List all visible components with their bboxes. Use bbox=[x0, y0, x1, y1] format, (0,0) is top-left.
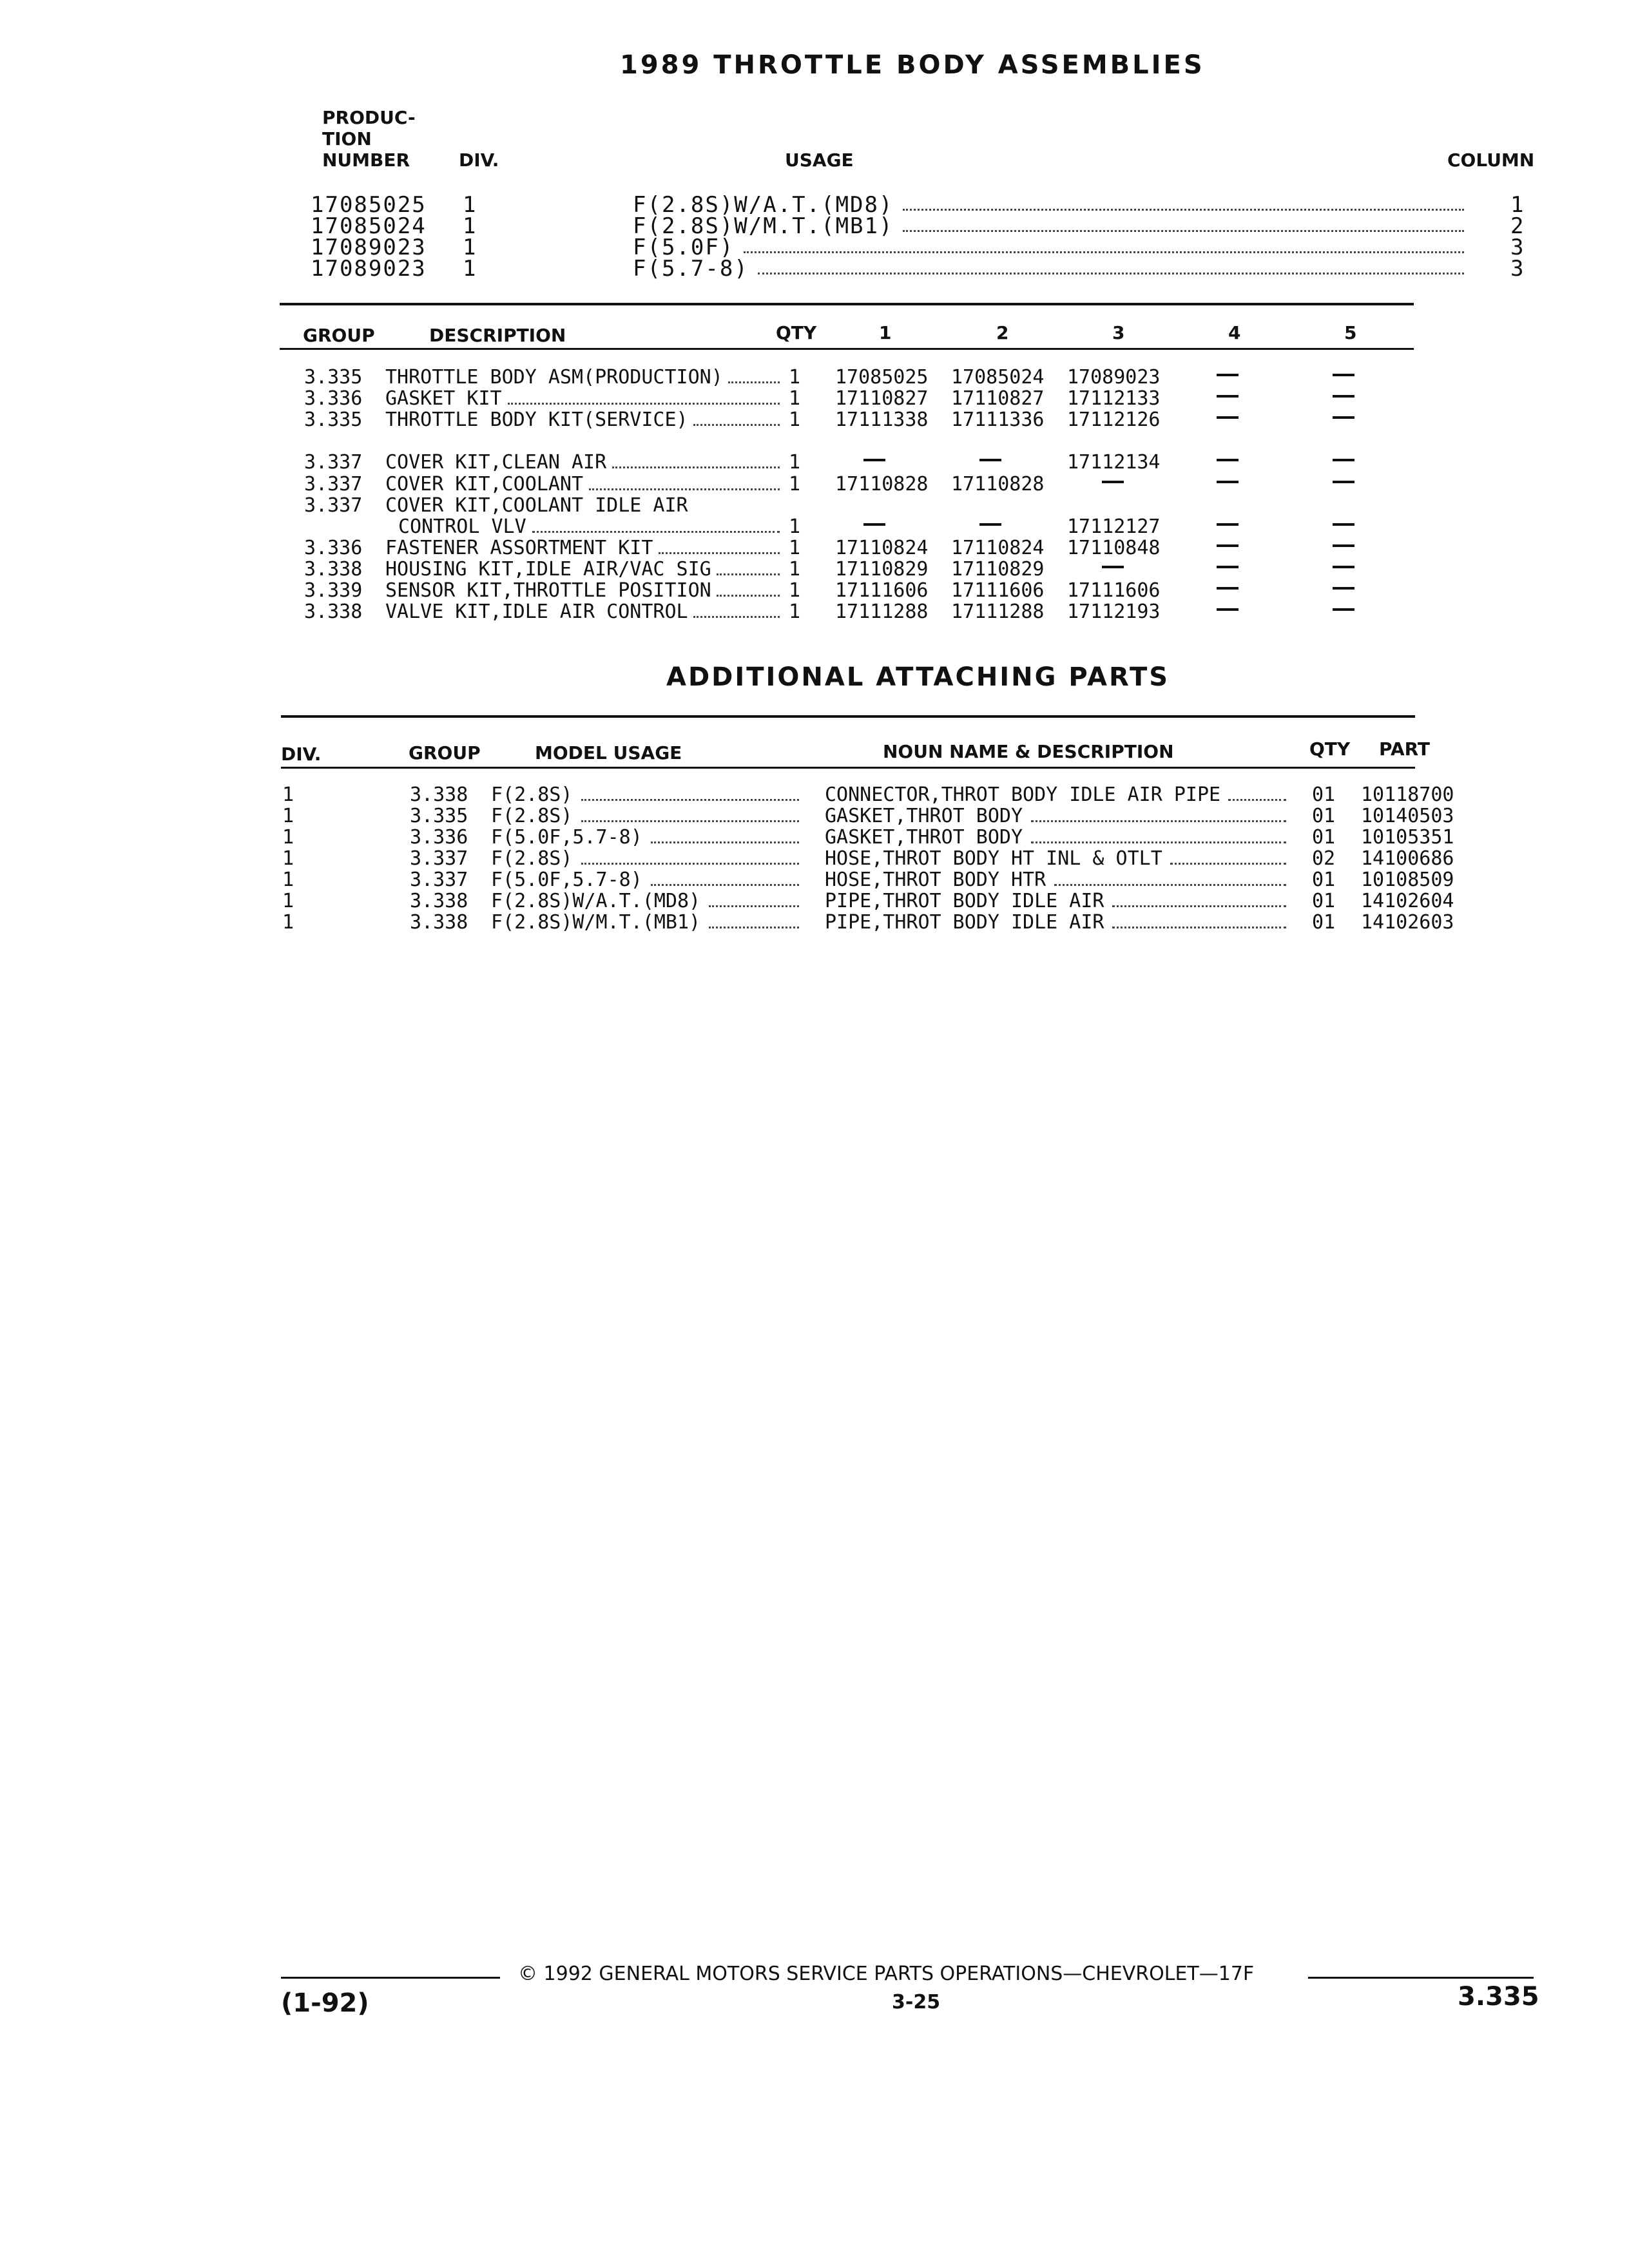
attach-div: 1 bbox=[282, 847, 294, 870]
dash-col4 bbox=[1217, 544, 1239, 547]
part-number-col2: 17111288 bbox=[951, 601, 1045, 623]
part-description: THROTTLE BODY KIT(SERVICE) bbox=[385, 408, 688, 431]
attach-model-usage: F(2.8S)W/A.T.(MD8) bbox=[491, 890, 701, 912]
attach-part-number: 10108509 bbox=[1361, 869, 1454, 891]
header-col2: 2 bbox=[996, 322, 1009, 343]
part-number-col3: 17112193 bbox=[1067, 601, 1161, 623]
attach-div: 1 bbox=[282, 869, 294, 891]
dash-col5 bbox=[1333, 459, 1354, 461]
part-number-col1: 17110824 bbox=[835, 537, 929, 559]
header-production-number: PRODUC- TION NUMBER bbox=[322, 107, 416, 171]
part-description: COVER KIT,COOLANT bbox=[385, 473, 584, 495]
part-description-continued: CONTROL VLV bbox=[398, 515, 526, 538]
leader-dots bbox=[651, 884, 799, 886]
part-number-col2: 17110828 bbox=[951, 473, 1045, 495]
part-description: FASTENER ASSORTMENT KIT bbox=[385, 537, 653, 559]
production-column: 3 bbox=[1510, 256, 1525, 282]
attach-noun-description: CONNECTOR,THROT BODY IDLE AIR PIPE bbox=[825, 783, 1221, 806]
rule-header-bottom bbox=[280, 348, 1414, 350]
header-col1: 1 bbox=[879, 322, 892, 343]
dash-col1 bbox=[863, 523, 885, 526]
dash-col4 bbox=[1217, 587, 1239, 590]
attach-qty: 01 bbox=[1312, 869, 1336, 891]
attach-qty: 01 bbox=[1312, 890, 1336, 912]
dash-col2 bbox=[979, 523, 1001, 526]
part-number-col2: 17110827 bbox=[951, 387, 1045, 410]
attach-group: 3.337 bbox=[410, 847, 468, 870]
part-number-col3: 17112127 bbox=[1067, 515, 1161, 538]
dash-col5 bbox=[1333, 587, 1354, 590]
dash-col3 bbox=[1102, 566, 1124, 568]
production-number: 17085024 bbox=[311, 213, 427, 239]
attach-noun-description: GASKET,THROT BODY bbox=[825, 826, 1023, 849]
part-number-col3: 17111606 bbox=[1067, 579, 1161, 602]
section-title-additional: ADDITIONAL ATTACHING PARTS bbox=[666, 662, 1170, 692]
part-group: 3.336 bbox=[304, 387, 363, 410]
leader-dots bbox=[581, 820, 799, 822]
leader-dots bbox=[1031, 841, 1286, 843]
footer-section-number: 3.335 bbox=[1458, 1982, 1539, 2012]
leader-dots bbox=[1170, 863, 1286, 865]
attach-part-number: 14102603 bbox=[1361, 911, 1454, 934]
header-div: DIV. bbox=[459, 149, 499, 171]
attach-model-usage: F(5.0F,5.7-8) bbox=[491, 826, 642, 849]
leader-dots bbox=[758, 273, 1464, 274]
production-div: 1 bbox=[463, 213, 477, 239]
dash-col4 bbox=[1217, 608, 1239, 611]
dash-col5 bbox=[1333, 608, 1354, 611]
production-number: 17089023 bbox=[311, 235, 427, 260]
dash-col4 bbox=[1217, 566, 1239, 568]
part-number-col3: 17110848 bbox=[1067, 537, 1161, 559]
attach-header-div: DIV. bbox=[281, 744, 322, 765]
part-number-col2: 17111336 bbox=[951, 408, 1045, 431]
attach-header-qty: QTY bbox=[1309, 738, 1351, 760]
attach-noun-description: PIPE,THROT BODY IDLE AIR bbox=[825, 890, 1104, 912]
rule-attach-header-bottom bbox=[281, 767, 1415, 769]
attach-qty: 01 bbox=[1312, 805, 1336, 827]
leader-dots bbox=[581, 863, 799, 865]
leader-dots bbox=[903, 230, 1464, 232]
production-column: 3 bbox=[1510, 235, 1525, 260]
attach-model-usage: F(2.8S) bbox=[491, 847, 573, 870]
part-qty: 1 bbox=[789, 558, 801, 581]
dash-col4 bbox=[1217, 416, 1239, 419]
part-group: 3.337 bbox=[304, 473, 363, 495]
part-qty: 1 bbox=[789, 473, 801, 495]
leader-dots bbox=[659, 552, 780, 554]
part-number-col1: 17111288 bbox=[835, 601, 929, 623]
leader-dots bbox=[1112, 905, 1286, 907]
production-div: 1 bbox=[463, 256, 477, 282]
attach-div: 1 bbox=[282, 911, 294, 934]
part-number-col2: 17110829 bbox=[951, 558, 1045, 581]
part-number-col1: 17111338 bbox=[835, 408, 929, 431]
part-description: SENSOR KIT,THROTTLE POSITION bbox=[385, 579, 711, 602]
production-column: 1 bbox=[1510, 192, 1525, 218]
production-usage: F(2.8S)W/A.T.(MD8) bbox=[633, 192, 894, 218]
attach-qty: 02 bbox=[1312, 847, 1336, 870]
production-number: 17089023 bbox=[311, 256, 427, 282]
part-description: VALVE KIT,IDLE AIR CONTROL bbox=[385, 601, 688, 623]
attach-group: 3.336 bbox=[410, 826, 468, 849]
part-number-col3: 17089023 bbox=[1067, 366, 1161, 389]
header-col4: 4 bbox=[1228, 322, 1241, 343]
part-qty: 1 bbox=[789, 408, 801, 431]
production-usage: F(5.0F) bbox=[633, 235, 735, 260]
header-usage: USAGE bbox=[785, 149, 854, 171]
attach-div: 1 bbox=[282, 890, 294, 912]
part-group: 3.338 bbox=[304, 558, 363, 581]
production-number: 17085025 bbox=[311, 192, 427, 218]
part-description: COVER KIT,COOLANT IDLE AIR bbox=[385, 494, 688, 517]
attach-header-group: GROUP bbox=[409, 742, 481, 764]
header-col5: 5 bbox=[1344, 322, 1357, 343]
part-group: 3.335 bbox=[304, 408, 363, 431]
part-qty: 1 bbox=[789, 537, 801, 559]
attach-part-number: 10140503 bbox=[1361, 805, 1454, 827]
dash-col5 bbox=[1333, 374, 1354, 376]
header-group: GROUP bbox=[303, 325, 375, 346]
footer-date-code: (1-92) bbox=[281, 1988, 369, 2018]
attach-qty: 01 bbox=[1312, 911, 1336, 934]
rule-top bbox=[280, 303, 1414, 305]
part-description: THROTTLE BODY ASM(PRODUCTION) bbox=[385, 366, 723, 389]
footer-rule-left bbox=[281, 1977, 500, 1979]
attach-noun-description: GASKET,THROT BODY bbox=[825, 805, 1023, 827]
leader-dots bbox=[1031, 820, 1286, 822]
leader-dots bbox=[532, 531, 780, 533]
attach-group: 3.335 bbox=[410, 805, 468, 827]
attach-part-number: 10118700 bbox=[1361, 783, 1454, 806]
header-col3: 3 bbox=[1112, 322, 1125, 343]
attach-noun-description: PIPE,THROT BODY IDLE AIR bbox=[825, 911, 1104, 934]
part-number-col1: 17085025 bbox=[835, 366, 929, 389]
attach-part-number: 14102604 bbox=[1361, 890, 1454, 912]
dash-col4 bbox=[1217, 481, 1239, 483]
part-qty: 1 bbox=[789, 451, 801, 474]
attach-qty: 01 bbox=[1312, 783, 1336, 806]
header-column: COLUMN bbox=[1447, 149, 1535, 171]
dash-col3 bbox=[1102, 481, 1124, 483]
part-description: GASKET KIT bbox=[385, 387, 502, 410]
leader-dots bbox=[717, 595, 780, 597]
part-number-col1: 17110827 bbox=[835, 387, 929, 410]
part-number-col1: 17110828 bbox=[835, 473, 929, 495]
part-qty: 1 bbox=[789, 366, 801, 389]
leader-dots bbox=[1112, 927, 1286, 928]
part-number-col2: 17110824 bbox=[951, 537, 1045, 559]
part-number-col1: 17111606 bbox=[835, 579, 929, 602]
attach-qty: 01 bbox=[1312, 826, 1336, 849]
part-description: HOUSING KIT,IDLE AIR/VAC SIG bbox=[385, 558, 711, 581]
part-description: COVER KIT,CLEAN AIR bbox=[385, 451, 607, 474]
dash-col1 bbox=[863, 459, 885, 461]
attach-group: 3.338 bbox=[410, 911, 468, 934]
attach-part-number: 10105351 bbox=[1361, 826, 1454, 849]
footer-copyright: © 1992 GENERAL MOTORS SERVICE PARTS OPERATIONS—CHEVROLET—17F bbox=[518, 1963, 1255, 1985]
leader-dots bbox=[1228, 799, 1286, 801]
footer-page-number: 3-25 bbox=[892, 1991, 941, 2013]
leader-dots bbox=[709, 927, 799, 928]
part-number-col3: 17112133 bbox=[1067, 387, 1161, 410]
attach-model-usage: F(2.8S) bbox=[491, 783, 573, 806]
page-title: 1989 THROTTLE BODY ASSEMBLIES bbox=[620, 50, 1205, 80]
attach-header-model-usage: MODEL USAGE bbox=[535, 742, 682, 764]
attach-part-number: 14100686 bbox=[1361, 847, 1454, 870]
dash-col5 bbox=[1333, 523, 1354, 526]
attach-noun-description: HOSE,THROT BODY HTR bbox=[825, 869, 1046, 891]
attach-header-part: PART bbox=[1379, 738, 1431, 760]
production-usage: F(2.8S)W/M.T.(MB1) bbox=[633, 213, 894, 239]
dash-col5 bbox=[1333, 544, 1354, 547]
footer-rule-right bbox=[1308, 1977, 1534, 1979]
leader-dots bbox=[717, 573, 780, 575]
leader-dots bbox=[1054, 884, 1286, 886]
part-qty: 1 bbox=[789, 579, 801, 602]
leader-dots bbox=[612, 466, 780, 468]
header-description: DESCRIPTION bbox=[429, 325, 566, 346]
dash-col4 bbox=[1217, 374, 1239, 376]
attach-group: 3.338 bbox=[410, 890, 468, 912]
leader-dots bbox=[903, 209, 1464, 211]
leader-dots bbox=[709, 905, 799, 907]
rule-attach-top bbox=[281, 715, 1415, 718]
production-column: 2 bbox=[1510, 213, 1525, 239]
part-number-col1: 17110829 bbox=[835, 558, 929, 581]
leader-dots bbox=[581, 799, 799, 801]
part-number-col3: 17112126 bbox=[1067, 408, 1161, 431]
attach-model-usage: F(2.8S) bbox=[491, 805, 573, 827]
dash-col5 bbox=[1333, 566, 1354, 568]
leader-dots bbox=[589, 488, 780, 490]
part-number-col3: 17112134 bbox=[1067, 451, 1161, 474]
part-group: 3.338 bbox=[304, 601, 363, 623]
attach-noun-description: HOSE,THROT BODY HT INL & OTLT bbox=[825, 847, 1162, 870]
leader-dots bbox=[728, 381, 780, 383]
part-number-col2: 17111606 bbox=[951, 579, 1045, 602]
attach-model-usage: F(2.8S)W/M.T.(MB1) bbox=[491, 911, 701, 934]
attach-div: 1 bbox=[282, 805, 294, 827]
dash-col4 bbox=[1217, 523, 1239, 526]
attach-div: 1 bbox=[282, 826, 294, 849]
dash-col2 bbox=[979, 459, 1001, 461]
production-div: 1 bbox=[463, 192, 477, 218]
attach-group: 3.338 bbox=[410, 783, 468, 806]
leader-dots bbox=[651, 841, 799, 843]
part-group: 3.337 bbox=[304, 451, 363, 474]
part-qty: 1 bbox=[789, 515, 801, 538]
part-group: 3.337 bbox=[304, 494, 363, 517]
header-qty: QTY bbox=[776, 322, 817, 343]
attach-model-usage: F(5.0F,5.7-8) bbox=[491, 869, 642, 891]
attach-div: 1 bbox=[282, 783, 294, 806]
part-group: 3.336 bbox=[304, 537, 363, 559]
dash-col4 bbox=[1217, 395, 1239, 398]
part-group: 3.339 bbox=[304, 579, 363, 602]
leader-dots bbox=[693, 616, 780, 618]
dash-col5 bbox=[1333, 481, 1354, 483]
dash-col4 bbox=[1217, 459, 1239, 461]
production-usage: F(5.7-8) bbox=[633, 256, 749, 282]
leader-dots bbox=[693, 424, 780, 426]
leader-dots bbox=[508, 403, 780, 405]
dash-col5 bbox=[1333, 416, 1354, 419]
production-div: 1 bbox=[463, 235, 477, 260]
part-qty: 1 bbox=[789, 601, 801, 623]
attach-group: 3.337 bbox=[410, 869, 468, 891]
part-number-col2: 17085024 bbox=[951, 366, 1045, 389]
leader-dots bbox=[744, 251, 1465, 253]
dash-col5 bbox=[1333, 395, 1354, 398]
part-group: 3.335 bbox=[304, 366, 363, 389]
part-qty: 1 bbox=[789, 387, 801, 410]
attach-header-noun: NOUN NAME & DESCRIPTION bbox=[883, 741, 1174, 762]
